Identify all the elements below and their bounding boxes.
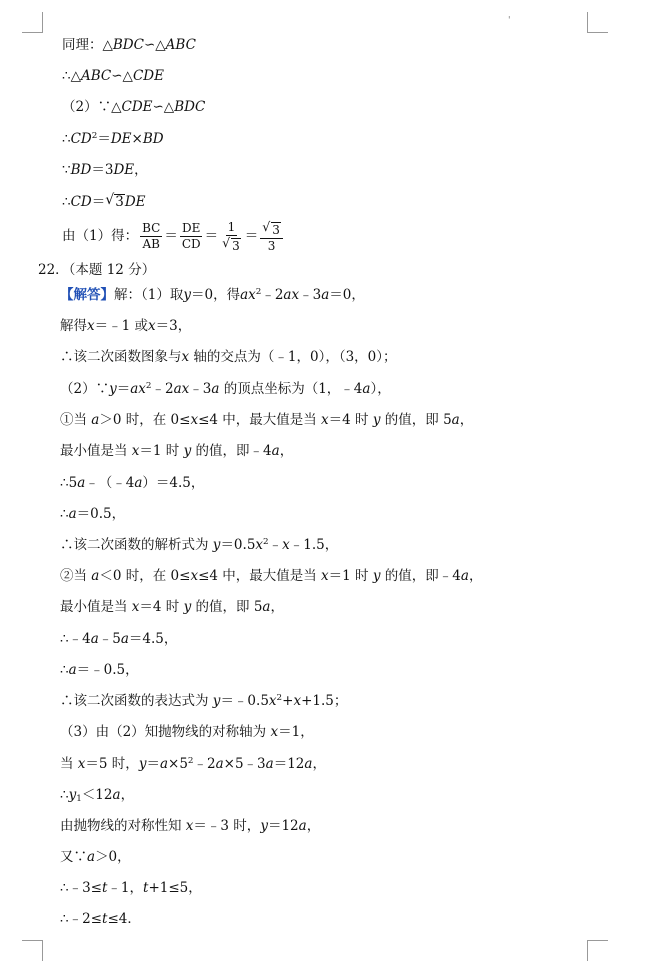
line-28: ∴﹣3≤t﹣1，t+1≤5， bbox=[60, 880, 202, 896]
fraction-de-cd: $\frac{DE}{CD}$ bbox=[181, 221, 201, 251]
line-11: ∴该二次函数图象与x 轴的交点为（﹣1，0），（3，0）； bbox=[60, 349, 397, 365]
line-27: 又∵a＞0， bbox=[60, 849, 131, 865]
line-3: （2）∵△CDE∽△BDC bbox=[62, 99, 206, 115]
stray-mark: ' bbox=[508, 16, 511, 26]
line-10: 解得x＝﹣1 或x＝3， bbox=[60, 318, 192, 334]
line-18: ②当 a＜0 时，在 0≤x≤4 中，最大值是当 x＝1 时 y 的值，即﹣4a， bbox=[60, 568, 483, 584]
line-23: （3）由（2）知抛物线的对称轴为 x＝1， bbox=[60, 724, 314, 740]
line-17: ∴该二次函数的解析式为 $y=0.5x^2﹣x﹣1.5$， bbox=[60, 537, 339, 553]
line-25: $\therefore y_1<12a$， bbox=[60, 787, 135, 804]
line-9: 【解答】解：（1）取y＝0，得$ax^2﹣2ax﹣3a=0$， bbox=[60, 287, 365, 303]
line-22: ∴该二次函数的表达式为 $y=﹣0.5x^2+x+1.5$； bbox=[60, 693, 348, 709]
line-15: ∴5a﹣（﹣4a）＝4.5， bbox=[60, 475, 205, 491]
line-1: 同理：△BDC∽△ABC bbox=[62, 37, 196, 53]
line-20: ∴﹣4a﹣5a＝4.5， bbox=[60, 631, 178, 647]
question-number: 22．（本题 12 分） bbox=[38, 262, 156, 278]
crop-mark-top-left bbox=[22, 12, 43, 33]
line-14: 最小值是当 x＝1 时 y 的值，即﹣4a， bbox=[60, 443, 294, 459]
line-13: ①当 a＞0 时，在 0≤x≤4 中，最大值是当 x＝4 时 y 的值，即 5a， bbox=[60, 412, 474, 428]
line-4: $\therefore CD^2=DE\times BD$ bbox=[62, 131, 164, 147]
line-21: ∴a＝﹣0.5， bbox=[60, 662, 139, 678]
crop-mark-top-right bbox=[587, 12, 608, 33]
line-12: $(2)\because y=ax^2﹣2ax﹣3a$ 的顶点坐标为（1，﹣4a）， bbox=[60, 381, 391, 397]
line-26: 由抛物线的对称性知 x＝﹣3 时，y＝12a， bbox=[60, 818, 321, 834]
fraction-sqrt3-3: √ $\frac{3}{3}$ bbox=[260, 220, 283, 254]
answer-tag: 【解答】 bbox=[60, 287, 114, 303]
line-2: ∴△ABC∽△CDE bbox=[62, 68, 164, 84]
line-19: 最小值是当 x＝4 时 y 的值，即 5a， bbox=[60, 599, 284, 615]
line-16: ∴a＝0.5， bbox=[60, 506, 126, 522]
line-29: ∴﹣2≤t≤4． bbox=[60, 911, 141, 927]
fraction-bc-ab: $\frac{BC}{AB}$ bbox=[142, 221, 161, 251]
crop-mark-bottom-left bbox=[22, 940, 43, 961]
sqrt-symbol: √ 3 bbox=[105, 192, 125, 211]
line-24: 当 x＝5 时，$y=a\times 5^2﹣2a\times 5﹣3a=12a$， bbox=[60, 756, 326, 772]
line-5: ∵BD＝3DE， bbox=[62, 162, 148, 178]
line-6: ∴CD＝√ 3DE bbox=[62, 192, 146, 211]
crop-mark-bottom-right bbox=[587, 940, 608, 961]
line-7: 由（1）得： $\frac{BC}{AB}$ ＝ $\frac{DE}{CD}$ ＝ 1 √ 3 ＝ √ $\frac{3}{3}$ bbox=[62, 219, 285, 254]
fraction-1-sqrt3: 1 √ 3 bbox=[220, 220, 243, 254]
